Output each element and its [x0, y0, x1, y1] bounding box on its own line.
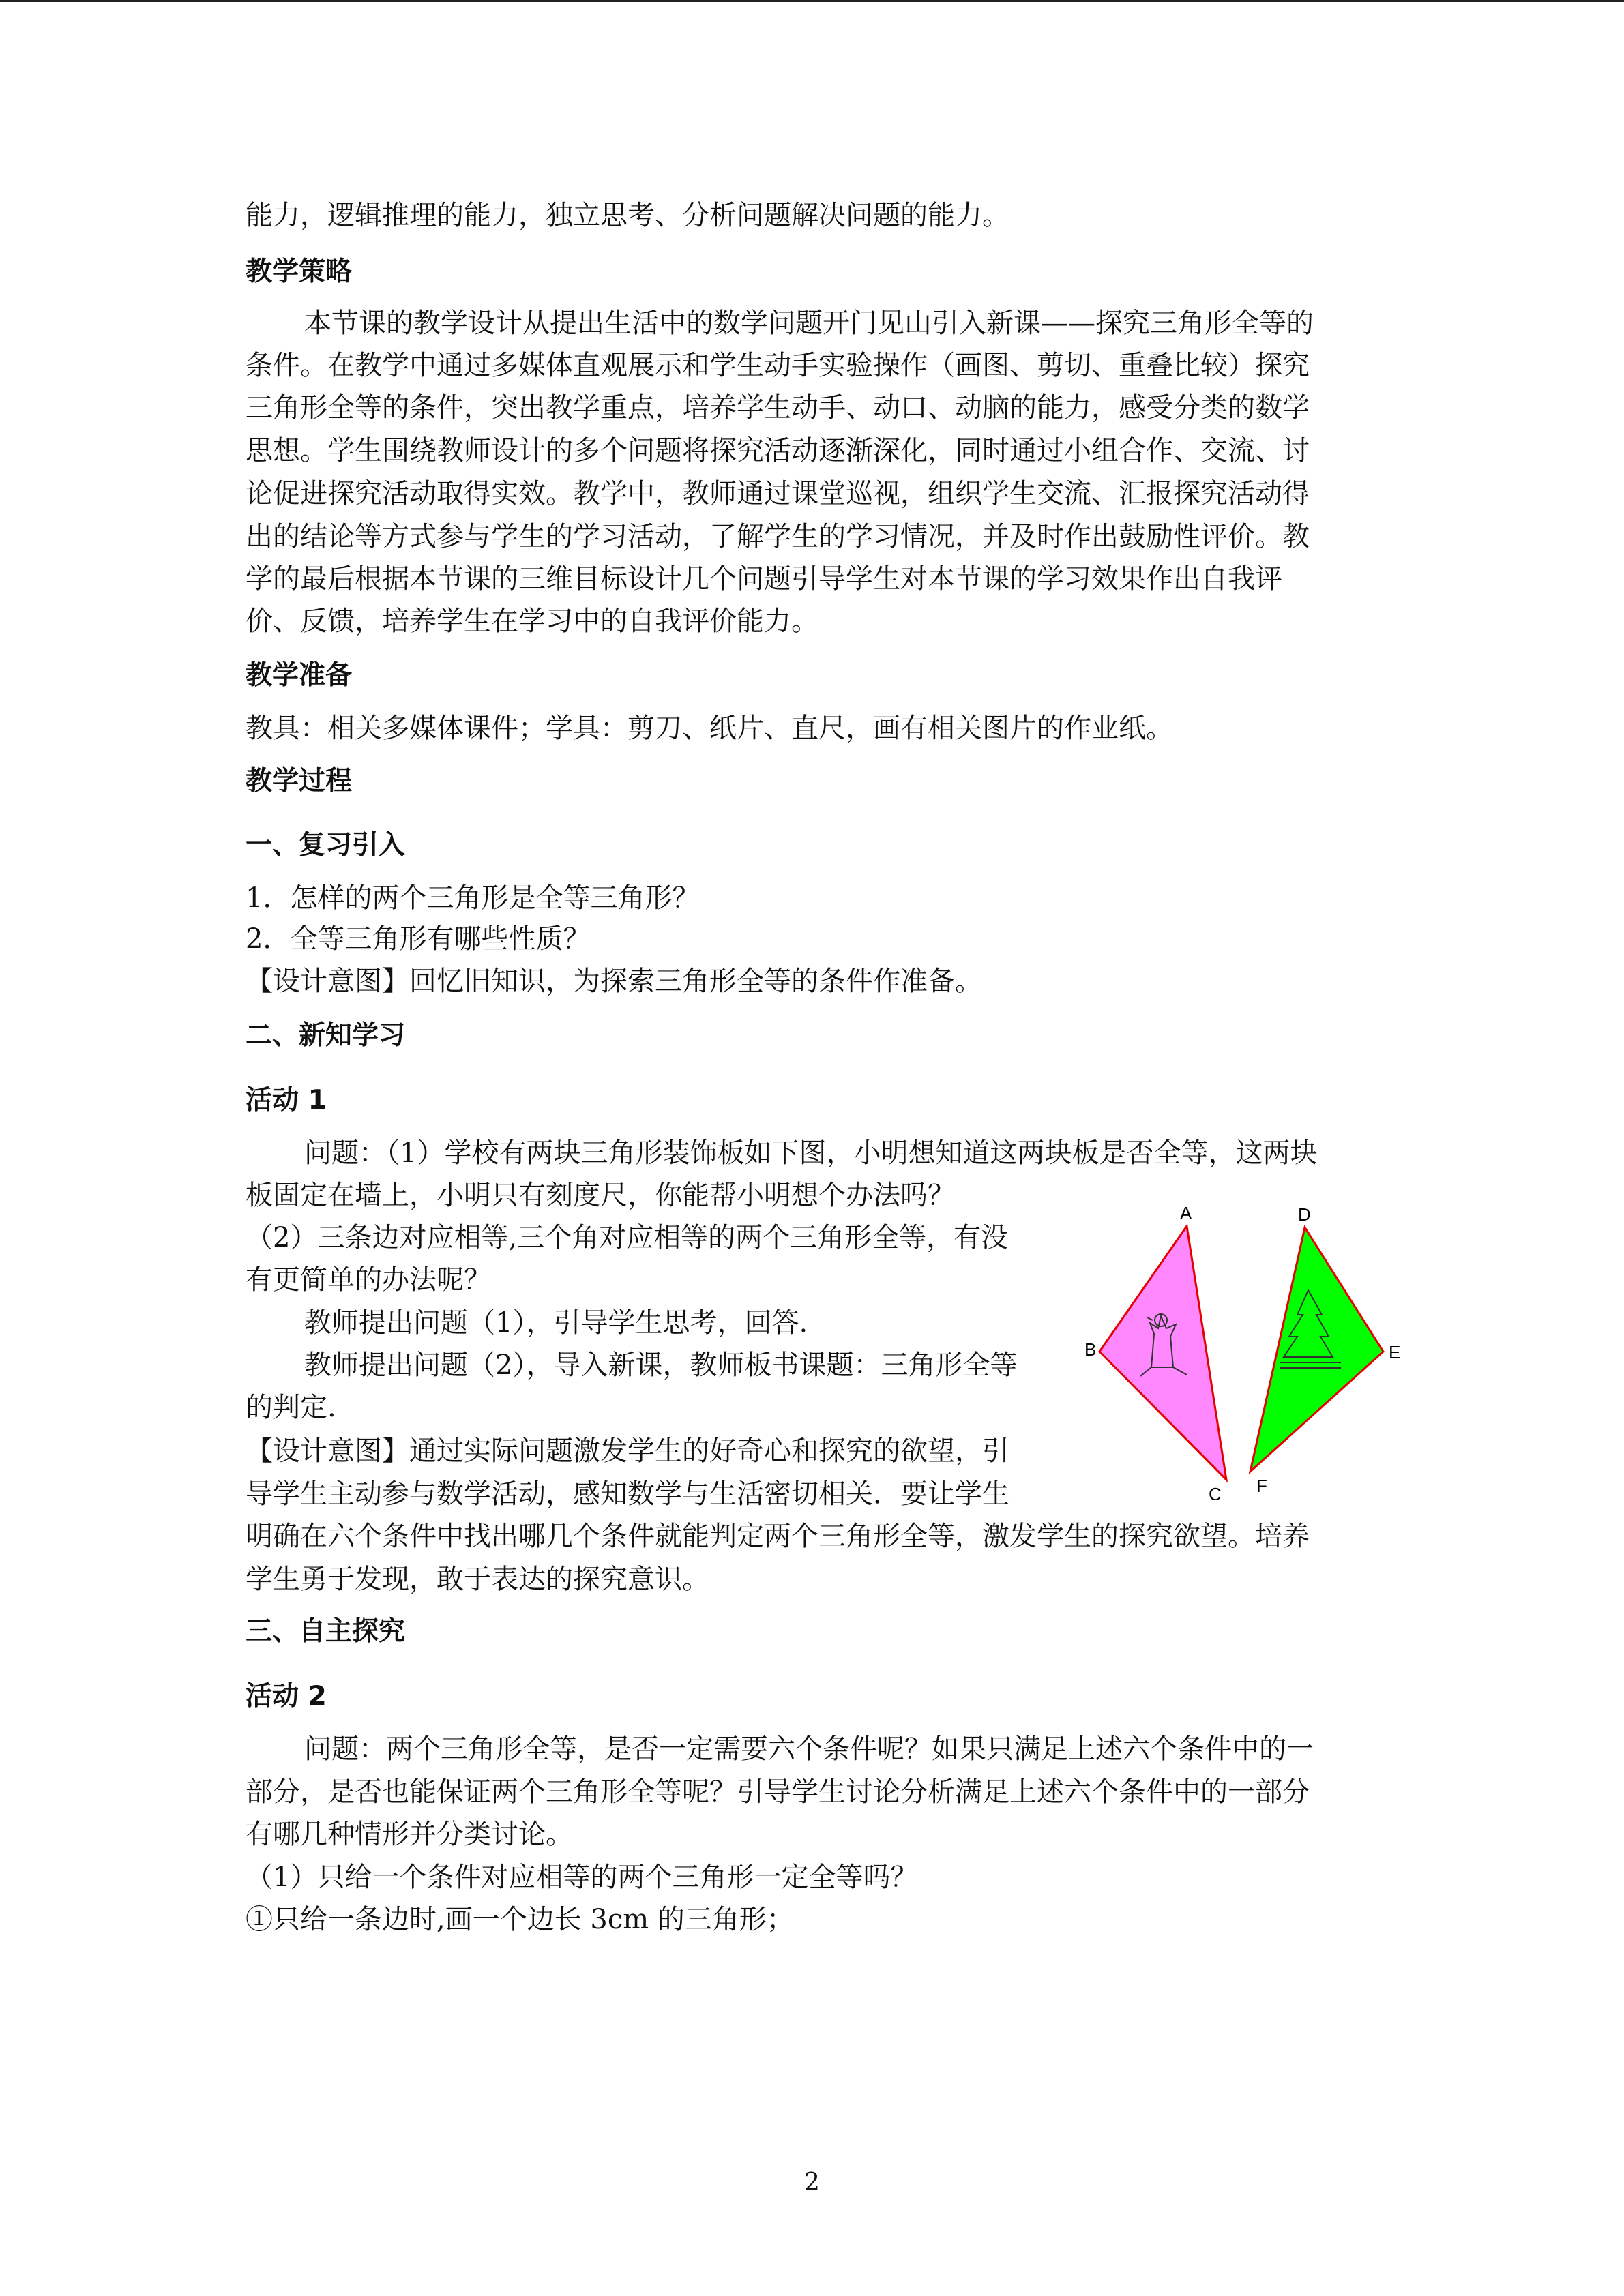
list-item: 2．全等三角形有哪些性质？: [246, 923, 591, 955]
text-line: 出的结论等方式参与学生的学习活动，了解学生的学习情况，并及时作出鼓励性评价。教: [246, 521, 1310, 552]
page-number: 2: [804, 2168, 820, 2196]
text-line: 教具：相关多媒体课件；学具：剪刀、纸片、直尺，画有相关图片的作业纸。: [246, 713, 1173, 744]
label-f: F: [1256, 1476, 1267, 1496]
text-line: 学的最后根据本节课的三维目标设计几个问题引导学生对本节课的学习效果作出自我评: [246, 563, 1282, 595]
label-e: E: [1389, 1342, 1401, 1362]
label-a: A: [1180, 1203, 1192, 1223]
text-line: 有哪几种情形并分类讨论。: [246, 1819, 573, 1850]
text-line: 条件。在教学中通过多媒体直观展示和学生动手实验操作（画图、剪切、重叠比较）探究: [246, 350, 1310, 381]
text-line: 有更简单的办法呢？: [246, 1264, 491, 1296]
text-line: （2）三条边对应相等,三个角对应相等的两个三角形全等，有没: [246, 1222, 1009, 1253]
text-line: 板固定在墙上，小明只有刻度尺，你能帮小明想个办法吗？: [246, 1180, 955, 1211]
heading-new: 二、新知学习: [246, 1020, 406, 1051]
text-line: 能力，逻辑推理的能力，独立思考、分析问题解决问题的能力。: [246, 200, 1009, 231]
heading-review: 一、复习引入: [246, 830, 406, 861]
label-d: D: [1298, 1204, 1311, 1225]
text-line: 的判定.: [246, 1392, 336, 1423]
heading-activity-1: 活动 1: [246, 1085, 327, 1116]
text-line: 价、反馈，培养学生在学习中的自我评价能力。: [246, 606, 818, 637]
text-line: 问题：（1）学校有两块三角形装饰板如下图，小明想知道这两块板是否全等，这两块: [304, 1137, 1318, 1169]
heading-prep: 教学准备: [246, 660, 353, 691]
heading-process: 教学过程: [246, 766, 353, 796]
heading-strategy: 教学策略: [246, 256, 353, 287]
text-line: （1）只给一个条件对应相等的两个三角形一定全等吗？: [246, 1862, 918, 1893]
text-line: 导学生主动参与数学活动，感知数学与生活密切相关．要让学生: [246, 1478, 1009, 1510]
text-line: 问题：两个三角形全等，是否一定需要六个条件呢？如果只满足上述六个条件中的一: [304, 1733, 1314, 1765]
text-line: 学生勇于发现，敢于表达的探究意识。: [246, 1564, 709, 1595]
text-line: ①只给一条边时,画一个边长 3cm 的三角形；: [246, 1904, 794, 1935]
text-line: 思想。学生围绕教师设计的多个问题将探究活动逐渐深化，同时通过小组合作、交流、讨: [246, 435, 1310, 466]
text-line: 部分，是否也能保证两个三角形全等呢？引导学生讨论分析满足上述六个条件中的一部分: [246, 1776, 1310, 1808]
design-intent: 【设计意图】通过实际问题激发学生的好奇心和探究的欲望，引: [246, 1435, 1009, 1467]
label-c: C: [1209, 1484, 1222, 1500]
label-b: B: [1084, 1339, 1097, 1360]
heading-activity-2: 活动 2: [246, 1681, 327, 1712]
text-line: 明确在六个条件中找出哪几个条件就能判定两个三角形全等，激发学生的探究欲望。培养: [246, 1521, 1310, 1552]
text-line: 三角形全等的条件，突出教学重点，培养学生动手、动口、动脑的能力，感受分类的数学: [246, 392, 1310, 423]
list-item: 1．怎样的两个三角形是全等三角形？: [246, 882, 700, 914]
text-line: 本节课的教学设计从提出生活中的数学问题开门见山引入新课——探究三角形全等的: [304, 308, 1314, 339]
text-line: 教师提出问题（1），引导学生思考，回答.: [304, 1307, 808, 1339]
design-intent: 【设计意图】回忆旧知识，为探索三角形全等的条件作准备。: [246, 966, 982, 997]
triangle-def: [1250, 1227, 1383, 1472]
heading-self-study: 三、自主探究: [246, 1616, 406, 1647]
text-line: 论促进探究活动取得实效。教学中，教师通过课堂巡视，组织学生交流、汇报探究活动得: [246, 478, 1310, 509]
text-line: 教师提出问题（2），导入新课，教师板书课题：三角形全等: [304, 1350, 1018, 1381]
triangle-abc: [1099, 1226, 1226, 1480]
triangles-figure: [1084, 1200, 1412, 1500]
